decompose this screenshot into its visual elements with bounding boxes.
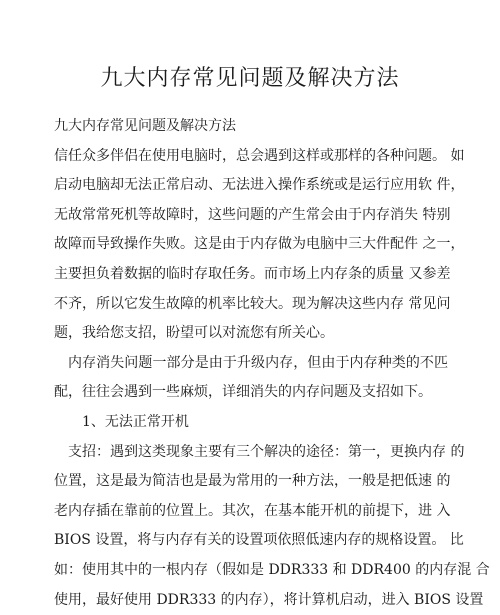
- paragraph-line: 题，我给您支招，盼望可以对流您有所关心。: [54, 319, 448, 349]
- paragraph-line: 信任众多伴侣在使用电脑时，总会遇到这样或那样的各种问题。 如: [54, 142, 448, 172]
- paragraph-line: 位置，这是最为简洁也是最为常用的一种方法，一般是把低速 的: [54, 467, 448, 497]
- paragraph-line: 1、无法正常开机: [54, 408, 448, 438]
- document-subtitle: 九大内存常见问题及解决方法: [54, 112, 448, 142]
- paragraph-line: 无故常常死机等故障时，这些问题的产生常会由于内存消失 特别: [54, 201, 448, 231]
- paragraph-line: 如：使用其中的一根内存（假如是 DDR333 和 DDR400 的内存混 合: [54, 556, 448, 586]
- paragraph-line: 配，往往会遇到一些麻烦，详细消失的内存问题及支招如下。: [54, 378, 448, 408]
- paragraph-line: 不齐，所以它发生故障的机率比较大。现为解决这些内存 常见问: [54, 290, 448, 320]
- document-title: 九大内存常见问题及解决方法: [0, 62, 500, 96]
- paragraph-line: BIOS 设置，将与内存有关的设置项依照低速内存的规格设置。 比: [54, 526, 448, 556]
- paragraph-line: 内存消失问题一部分是由于升级内存，但由于内存种类的不匹: [54, 349, 448, 379]
- paragraph-line: 支招：遇到这类现象主要有三个解决的途径：第一，更换内存 的: [54, 438, 448, 468]
- document-body: [54, 112, 448, 615]
- paragraph-line: 故障而导致操作失败。这是由于内存做为电脑中三大件配件 之一，: [54, 230, 448, 260]
- paragraph-line: 使用，最好使用 DDR333 的内存），将计算机启动，进入 BIOS 设置: [54, 586, 448, 615]
- paragraph-line: 主要担负着数据的临时存取任务。而市场上内存条的质量 又参差: [54, 260, 448, 290]
- paragraph-line: 老内存插在靠前的位置上。其次，在基本能开机的前提下，进 入: [54, 497, 448, 527]
- paragraph-line: 启动电脑却无法正常启动、无法进入操作系统或是运行应用软 件，: [54, 171, 448, 201]
